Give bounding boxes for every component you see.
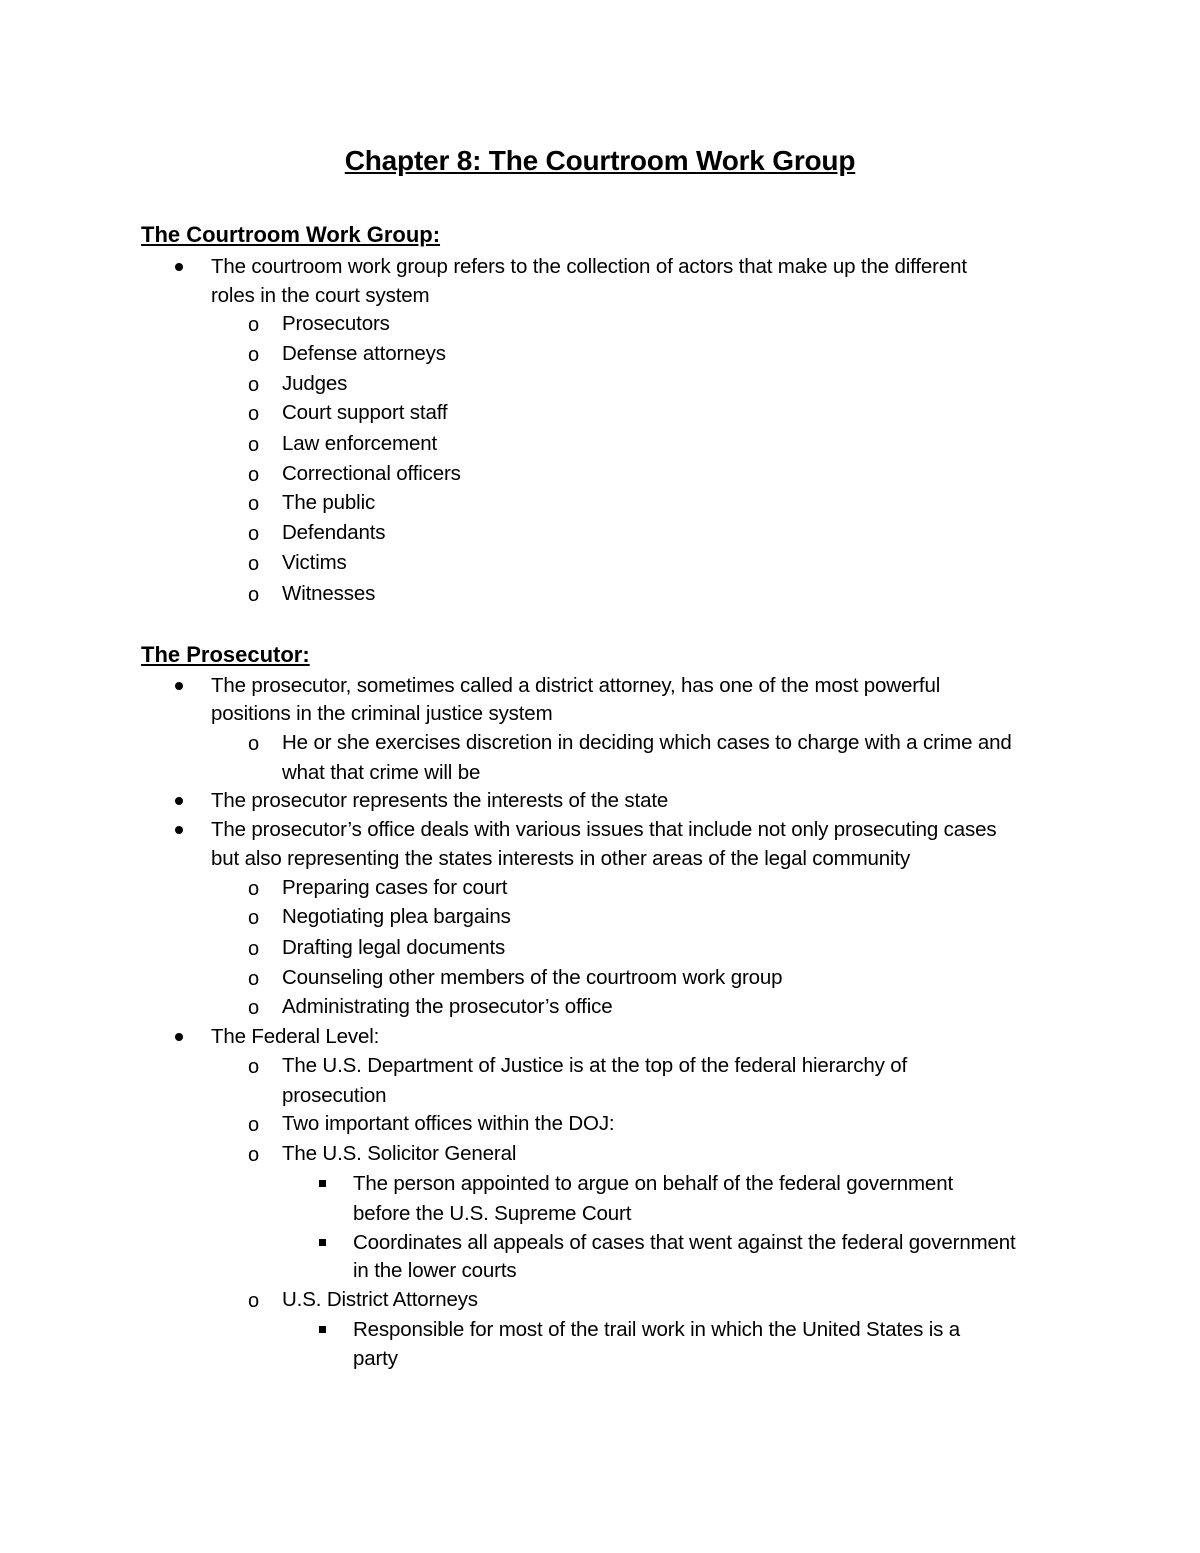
sub-bullet-marker: o [248, 733, 260, 755]
sub-bullet-text-continued: what that crime will be [282, 761, 481, 784]
role-item: Defense attorneys [282, 342, 446, 365]
sub-bullet-text: He or she exercises discretion in deciding which cases to charge with a crime and [282, 731, 1012, 754]
bullet-dot [175, 1033, 183, 1041]
sub-bullet-marker: o [248, 1114, 260, 1136]
bullet-text-continued: roles in the court system [211, 284, 430, 307]
sub-bullet-marker: o [248, 938, 260, 960]
sub-bullet-marker: o [248, 997, 260, 1019]
sub-bullet-marker: o [248, 553, 260, 575]
sub-bullet-marker: o [248, 493, 260, 515]
bullet-text: The prosecutor, sometimes called a district attorney, has one of the most powerful [211, 674, 941, 697]
bullet-text-continued: positions in the criminal justice system [211, 702, 553, 725]
sub-bullet-text: Administrating the prosecutor’s office [282, 995, 613, 1018]
bullet-dot [175, 263, 183, 271]
nested-bullet-text-continued: party [353, 1347, 398, 1370]
square-bullet [319, 1180, 326, 1187]
bullet-dot [175, 826, 183, 834]
bullet-text: The prosecutor represents the interests of the state [211, 789, 669, 812]
role-item: Witnesses [282, 582, 376, 605]
bullet-dot [175, 682, 183, 690]
bullet-text: The prosecutor’s office deals with various issues that include not only prosecuting cases [211, 818, 997, 841]
role-item: Court support staff [282, 401, 448, 424]
sub-bullet-marker: o [248, 464, 260, 486]
nested-bullet-text: Responsible for most of the trail work in which the United States is a [353, 1318, 961, 1341]
sub-bullet-text: The U.S. Department of Justice is at the top of the federal hierarchy of [282, 1054, 908, 1077]
nested-bullet-text-continued: before the U.S. Supreme Court [353, 1202, 632, 1225]
square-bullet [319, 1326, 326, 1333]
role-item: Correctional officers [282, 462, 461, 485]
sub-bullet-marker: o [248, 403, 260, 425]
sub-bullet-text: The U.S. Solicitor General [282, 1142, 517, 1165]
sub-bullet-marker: o [248, 1144, 260, 1166]
role-item: Law enforcement [282, 432, 438, 455]
sub-bullet-text: Negotiating plea bargains [282, 905, 511, 928]
bullet-text: The Federal Level: [211, 1025, 380, 1048]
sub-bullet-text: Preparing cases for court [282, 876, 508, 899]
sub-bullet-text: Counseling other members of the courtroom work group [282, 966, 783, 989]
sub-bullet-marker: o [248, 907, 260, 929]
bullet-dot [175, 797, 183, 805]
sub-bullet-marker: o [248, 584, 260, 606]
sub-bullet-text: Two important offices within the DOJ: [282, 1112, 615, 1135]
sub-bullet-marker: o [248, 878, 260, 900]
sub-bullet-marker: o [248, 523, 260, 545]
sub-bullet-text: U.S. District Attorneys [282, 1288, 478, 1311]
sub-bullet-marker: o [248, 344, 260, 366]
sub-bullet-marker: o [248, 314, 260, 336]
sub-bullet-marker: o [248, 1056, 260, 1078]
bullet-text: The courtroom work group refers to the collection of actors that make up the different [211, 255, 967, 278]
sub-bullet-marker: o [248, 968, 260, 990]
nested-bullet-text: Coordinates all appeals of cases that went against the federal government [353, 1231, 1016, 1254]
square-bullet [319, 1239, 326, 1246]
role-item: Prosecutors [282, 312, 390, 335]
nested-bullet-text: The person appointed to argue on behalf of the federal government [353, 1172, 953, 1195]
role-item: Victims [282, 551, 347, 574]
sub-bullet-marker: o [248, 374, 260, 396]
role-item: The public [282, 491, 376, 514]
sub-bullet-text-continued: prosecution [282, 1084, 387, 1107]
section-heading-prosecutor: The Prosecutor: [141, 642, 310, 667]
role-item: Judges [282, 372, 348, 395]
bullet-text-continued: but also representing the states interests in other areas of the legal community [211, 847, 911, 870]
sub-bullet-marker: o [248, 1290, 260, 1312]
sub-bullet-text: Drafting legal documents [282, 936, 506, 959]
nested-bullet-text-continued: in the lower courts [353, 1259, 517, 1282]
section-heading-courtroom-work-group: The Courtroom Work Group: [141, 222, 441, 247]
page-title: Chapter 8: The Courtroom Work Group [344, 145, 856, 176]
role-item: Defendants [282, 521, 386, 544]
sub-bullet-marker: o [248, 434, 260, 456]
